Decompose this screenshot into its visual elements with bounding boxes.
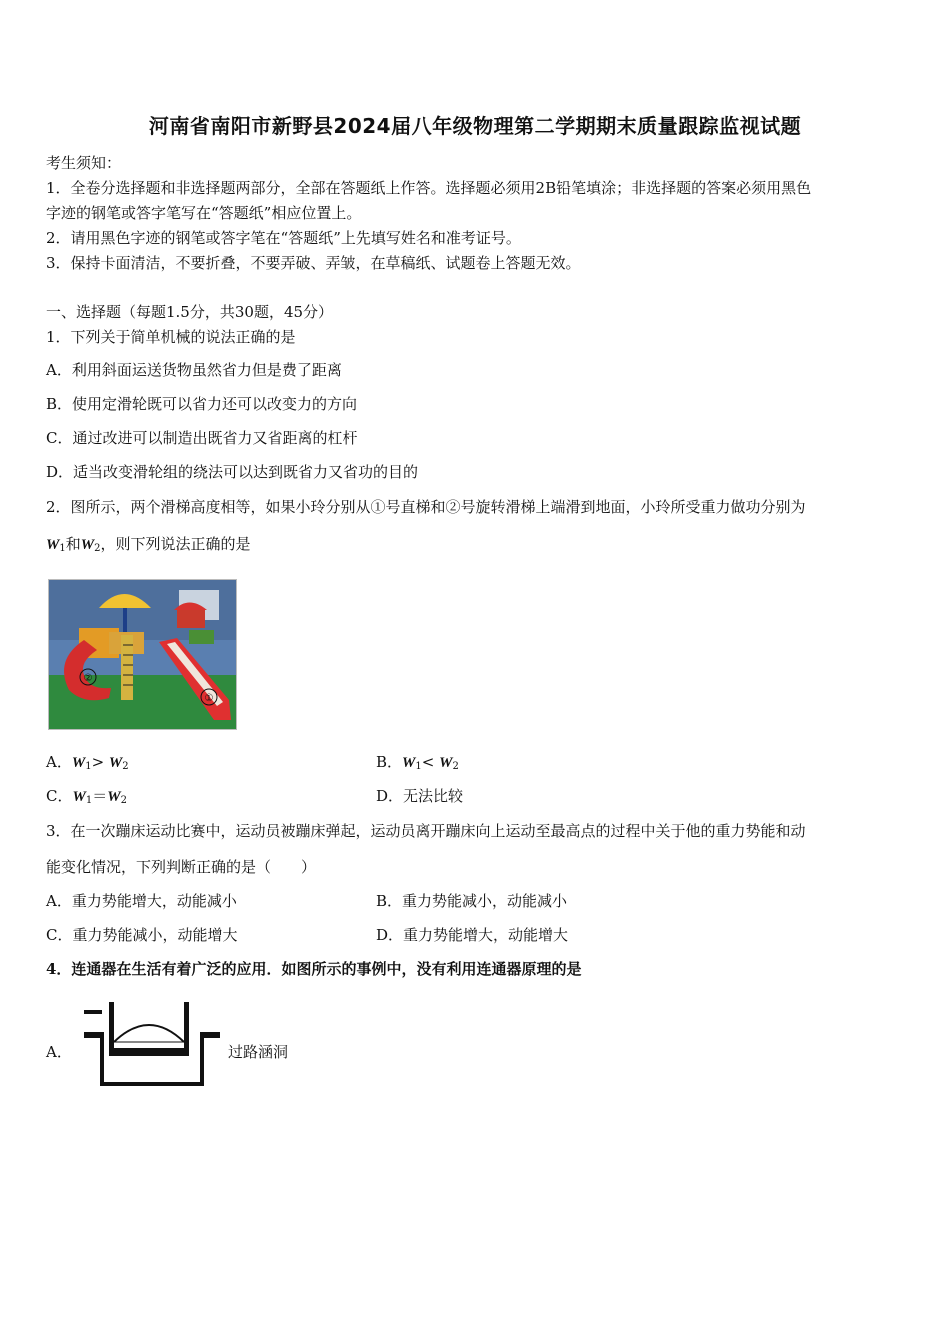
playground-slide-photo [48,579,237,730]
q1-option-b: B．使用定滑轮既可以省力还可以改变力的方向 [46,395,358,413]
q4-stem: 4．连通器在生活有着广泛的应用．如图所示的事例中，没有利用连通器原理的是 [46,960,582,978]
q3-option-a: A．重力势能增大，动能减小 [46,892,237,910]
culvert-diagram [82,998,222,1090]
q3-stem-line-2: 能变化情况，下列判断正确的是（ ） [46,858,317,876]
q1-stem: 1．下列关于简单机械的说法正确的是 [46,328,296,346]
slide-1-label: ① [204,693,214,704]
q3-stem-line-1: 3．在一次蹦床运动比赛中，运动员被蹦床弹起，运动员离开蹦床向上运动至最高点的过程中关于他的重力势能和动 [46,822,806,840]
q2-option-a: A．$W_1> W_2$ [46,753,129,772]
q3-option-c: C．重力势能减小，动能增大 [46,926,238,944]
section-heading: 一、选择题（每题1.5分，共30题，45分） [46,303,334,321]
q3-option-b: B．重力势能减小，动能减小 [376,892,568,910]
q1-option-c: C．通过改进可以制造出既省力又省距离的杠杆 [46,429,358,447]
q2-stem-line-1: 2．图所示，两个滑梯高度相等，如果小玲分别从①号直梯和②号旋转滑梯上端滑到地面，小玲所受重力做功分别为 [46,498,806,516]
slide-2-label: ② [83,673,93,684]
q1-option-a: A．利用斜面运送货物虽然省力但是费了距离 [46,361,342,379]
q3-option-d: D．重力势能增大，动能增大 [376,926,569,944]
notice-item-2: 2．请用黑色字迹的钢笔或答字笔在“答题纸”上先填写姓名和准考证号。 [46,229,521,247]
notice-item-3: 3．保持卡面清洁，不要折叠，不要弄破、弄皱，在草稿纸、试题卷上答题无效。 [46,254,581,272]
notice-item-1-line-1: 1．全卷分选择题和非选择题两部分，全部在答题纸上作答。选择题必须用2B铅笔填涂；非选择题的答案必须用黑色 [46,179,812,197]
q2-option-b: B．$W_1< W_2$ [376,753,459,772]
q4-option-a-label: A． [46,1043,72,1061]
q2-option-c: C．$W_1=W_2$ [46,787,127,806]
q4-option-a-caption: 过路涵洞 [228,1043,289,1061]
q2-stem-line-2: $W_1$和$W_2$，则下列说法正确的是 [46,535,251,554]
q2-option-d: D．无法比较 [376,787,464,805]
page-title: 河南省南阳市新野县2024届八年级物理第二学期期末质量跟踪监视试题 [148,114,802,138]
notice-item-1-line-2: 字迹的钢笔或答字笔写在“答题纸”相应位置上。 [46,204,362,222]
notice-heading: 考生须知： [46,154,122,172]
q1-option-d: D．适当改变滑轮组的绕法可以达到既省力又省功的目的 [46,463,419,481]
